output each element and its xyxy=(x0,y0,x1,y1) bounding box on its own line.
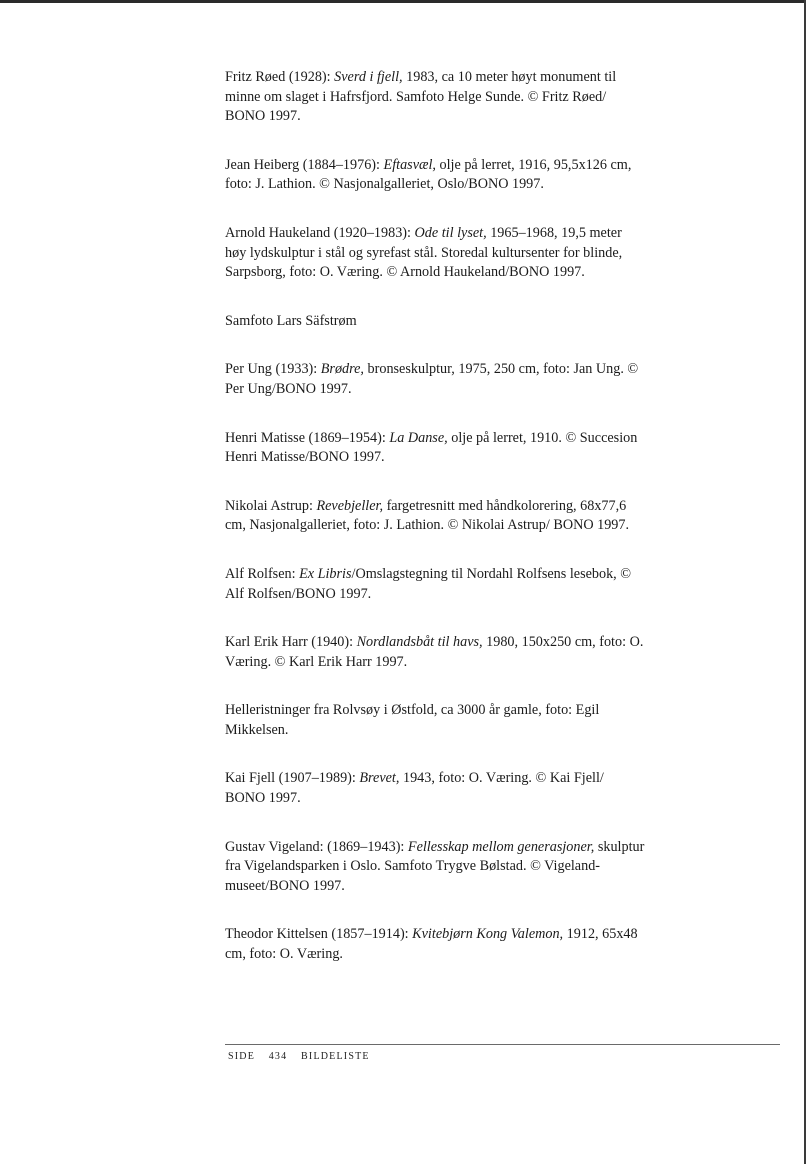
footer-side-label: SIDE xyxy=(228,1051,256,1062)
artwork-title: Brødre, xyxy=(320,361,364,378)
artwork-title: Sverd i fjell, xyxy=(334,69,403,85)
credit-entry: Samfoto Lars Säfstrøm xyxy=(225,312,357,329)
credit-entry: Per Ung (1933): Brødre, bronseskulptur, 1975, 250 cm, foto: Jan Ung. © Per Ung/BONO 1997. xyxy=(225,361,639,397)
artwork-title: Nordlandsbåt til havs, xyxy=(356,634,483,651)
footer-rule xyxy=(225,1044,780,1045)
credit-entry: Theodor Kittelsen (1857–1914): Kvitebjørn Kong Valemon, 1912, 65x48 cm, foto: O. Væring. xyxy=(225,926,638,963)
credit-entry: Kai Fjell (1907–1989): Brevet, 1943, foto: O. Væring. © Kai Fjell/ BONO 1997. xyxy=(225,770,604,807)
artwork-title: Brevet, xyxy=(359,770,400,787)
credit-entry: Fritz Røed (1928): Sverd i fjell, 1983, ca 10 meter høyt monument til minne om slaget i Hafrsfjord. Samfoto Helge Sunde. © Fritz Røed/ BONO 1997. xyxy=(225,69,617,125)
section-title: BILDELISTE xyxy=(301,1051,370,1062)
artwork-title: Ex Libris xyxy=(299,565,352,582)
artwork-title: Revebjeller, xyxy=(316,497,384,514)
artwork-title: Ode til lyset, xyxy=(414,224,487,241)
credit-entry: Arnold Haukeland (1920–1983): Ode til lyset, 1965–1968, 19,5 meter høy lydskulptur i stål og syrefast stål. Storedal kultursenter for blinde, Sarpsborg, foto: O. Væring. © Arnold Haukeland/BONO 1997. xyxy=(225,224,623,281)
artwork-title: La Danse, xyxy=(389,429,448,446)
picture-credits-list xyxy=(225,68,645,994)
page-top-edge xyxy=(0,0,806,3)
artwork-title: Fellesskap mellom generasjoner, xyxy=(407,838,595,855)
credit-entry: Helleristninger fra Rolvsøy i Østfold, ca 3000 år gamle, foto: Egil Mikkelsen. xyxy=(225,702,600,738)
credit-entry: Alf Rolfsen: Ex Libris/Omslagstegning til Nordahl Rolfsens lesebok, © Alf Rolfsen/BONO 1997. xyxy=(225,565,632,602)
credit-entry: Karl Erik Harr (1940): Nordlandsbåt til havs, 1980, 150x250 cm, foto: O. Væring. © Karl Erik Harr 1997. xyxy=(225,634,644,670)
page-number: 434 xyxy=(268,1051,288,1062)
artwork-title: Eftasvæl, xyxy=(383,156,436,173)
credit-entry: Jean Heiberg (1884–1976): Eftasvæl, olje på lerret, 1916, 95,5x126 cm, foto: J. Lathion. © Nasjonalgalleriet, Oslo/BONO 1997. xyxy=(225,156,632,193)
credit-entry: Nikolai Astrup: Revebjeller, fargetresnitt med håndkolorering, 68x77,6 cm, Nasjonalgalleriet, foto: J. Lathion. © Nikolai Astrup/ BONO 1997. xyxy=(225,497,630,534)
page-footer xyxy=(228,1051,380,1062)
credit-entry: Gustav Vigeland: (1869–1943): Fellesskap mellom generasjoner, skulptur fra Vigelandsparken i Oslo. Samfoto Trygve Bølstad. © Vigeland-museet/BONO 1997. xyxy=(225,838,645,894)
credit-entry: Henri Matisse (1869–1954): La Danse, olje på lerret, 1910. © Succesion Henri Matisse/BONO 1997. xyxy=(225,429,638,466)
artwork-title: Kvitebjørn Kong Valemon, xyxy=(412,926,564,943)
